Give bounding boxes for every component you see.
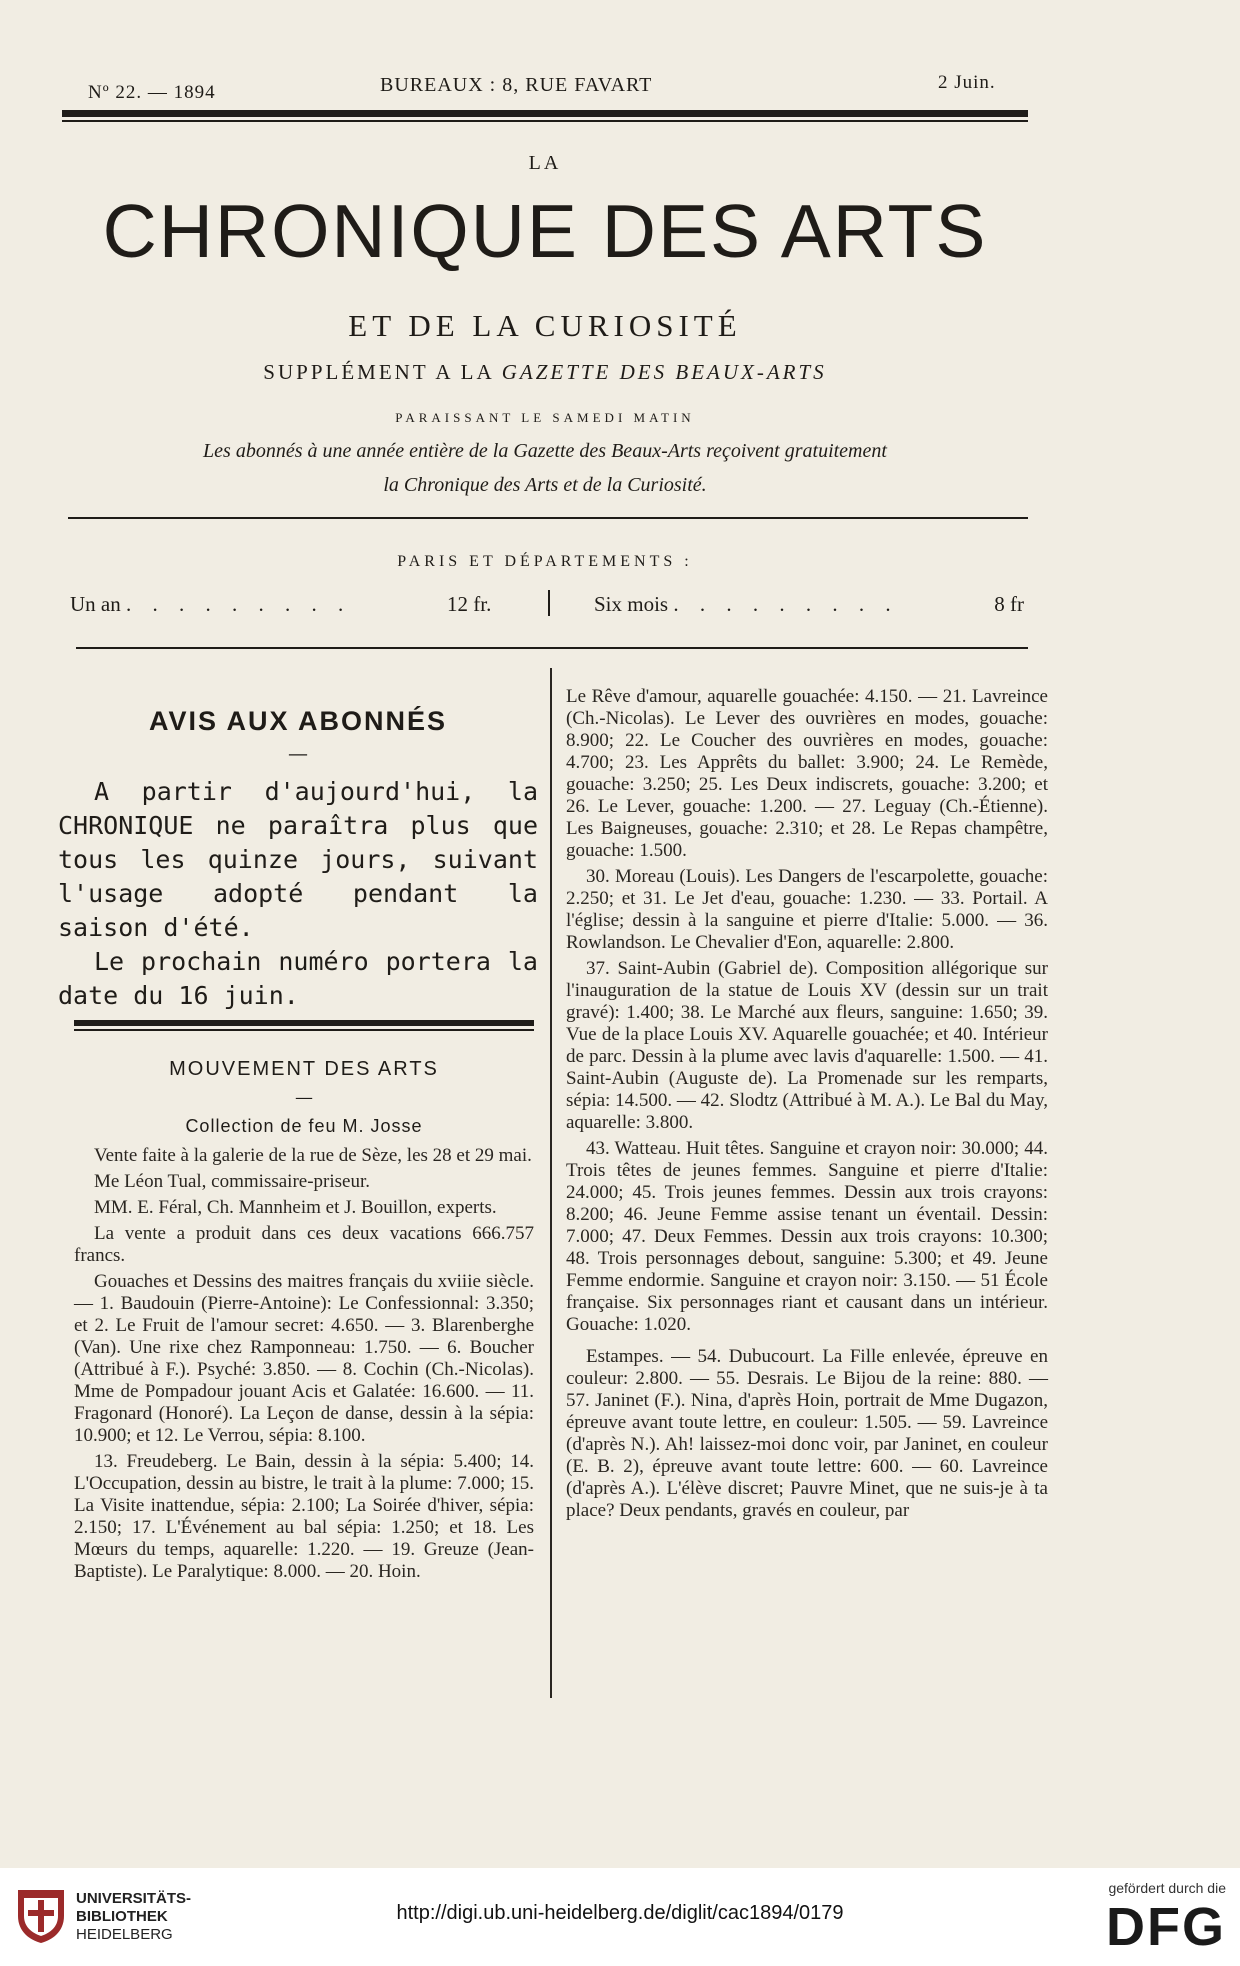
mouvement-section [74,1058,534,1587]
masthead-article: LA [528,152,562,174]
subscription-divider [548,590,550,616]
subscription-year [70,592,492,617]
uni-line-3: HEIDELBERG [76,1926,173,1943]
year-leader: . . . . . . . . . [126,592,352,616]
right-p5: Estampes. — 54. Dubucourt. La Fille enlevée, épreuve en couleur: 2.800. — 55. Desrais. Le Bijou de la reine: 880. — 57. Janinet (F.). Nina, d'après Hoin, portrait de Mme Dugazon, épreuve avant toute lettre, en couleur: 1.505. — 59. Lavreince (d'après N.). Ah! laissez-moi donc voir, par Janinet, en couleur (E. B. 2), épreuve avant toute lettre: 600. — 60. Lavreince (d'après A.). L'élève discret; Pauvre Minet, que ne suis-je à ta place? Deux pendants, gravés en couleur, par [566,1346,1048,1521]
supplement-gazette: GAZETTE DES BEAUX-ARTS [501,360,827,384]
mouvement-p4: La vente a produit dans ces deux vacations 666.757 francs. [74,1223,534,1266]
supplement-prefix: SUPPLÉMENT A LA [263,360,494,384]
mouvement-p3: MM. E. Féral, Ch. Mannheim et J. Bouillon, experts. [94,1197,497,1218]
digitization-footer [0,1868,1240,1966]
right-p4: 43. Watteau. Huit têtes. Sanguine et crayon noir: 30.000; 44. Trois têtes de jeunes femmes. Sanguine et pierre d'Italie: 24.000; 45. Trois jeunes femmes. Dessin aux trois crayons: 8.200; 46. Jeune Femme assise tenant un éventail. Dessin: 7.000; 47. Deux Femmes. Dessin aux trois crayons: 10.300; 48. Trois personnages debout, sanguine: 5.300; et 49. Jeune Femme endormie. Sanguine et crayon noir: 3.150. — 51 École française. Six personnages riant et causant dans un intérieur. Gouache: 1.020. [566,1138,1048,1335]
year-price: 12 fr. [447,592,492,616]
half-leader: . . . . . . . . . [673,592,899,616]
avis-body [58,775,538,1013]
avis-rule-thin [74,1029,534,1031]
publication-frequency: PARAISSANT LE SAMEDI MATIN [395,410,695,425]
right-p3: 37. Saint-Aubin (Gabriel de). Composition allégorique sur l'inauguration de la statue de Louis XV (dessin sur un trait gravé): 1.400; 38. Le Marché aux fleurs, sanguine: 1.650; 39. Vue de la place Louis XV. Aquarelle gouachée; et 40. Intérieur de parc. Dessin à la plume avec lavis d'aquarelle: 1.500. — 41. Saint-Aubin (Auguste de). La Promenade sur les remparts, sépia: 14.500. — 42. Slodtz (Attribué à M. A.). Le Bal du May, aquarelle: 3.800. [566,958,1048,1133]
right-p1: Le Rêve d'amour, aquarelle gouachée: 4.150. — 21. Lavreince (Ch.-Nicolas). Le Lever des ouvrières en modes, gouache: 8.900; 22. Le Coucher des ouvrières en modes, gouache: 4.700; 23. Les Apprêts du ballet: 3.900; 24. Le Remède, gouache: 3.250; 25. Les Deux indiscrets, gouache: 3.200; et 26. Le Lever, gouache: 1.200. — 27. Leguay (Ch.-Étienne). Les Baigneuses, gouache: 2.310; et 28. Le Repas champêtre, gouache: 1.500. [566,686,1048,861]
avis-paragraph-1: A partir d'aujourd'hui, la CHRONIQUE ne paraîtra plus que tous les quinze jours, suivant l'usage adopté pendant la saison d'été. [58,777,538,942]
supplement-line [62,360,1028,385]
mouvement-p5: Gouaches et Dessins des maitres français du xviiie siècle. — 1. Baudouin (Pierre-Antoine): Le Confessionnal: 3.350; et 2. Le Fruit de l'amour secret: 4.650. — 3. Blarenberghe (Van). Une rixe chez Ramponneau: 1.750. — 6. Boucher (Attribué à F.). Psyché: 3.850. — 8. Cochin (Ch.-Nicolas). Mme de Pompadour jouant Acis et Galatée: 16.600. — 11. Fragonard (Honoré). La Leçon de danse, dessin à la sépia: 10.900; et 12. Le Verrou, sépia: 8.100. [74,1271,534,1446]
notice-line-1: Les abonnés à une année entière de la Gazette des Beaux-Arts reçoivent gratuitement [203,440,887,462]
year-label: Un an [70,592,121,616]
mouvement-p6: 13. Freudeberg. Le Bain, dessin à la sépia: 5.400; 14. L'Occupation, dessin au bistre, le trait à la plume: 7.000; 15. La Visite inattendue, sépia: 2.100; La Soirée d'hiver, sépia: 2.150; 17. L'Événement au bal sépia: 1.250; et 18. Les Mœurs du temps, aquarelle: 1.220. — 19. Greuze (Jean-Baptiste). Le Paralytique: 8.000. — 20. Hoin. [74,1451,534,1582]
avis-paragraph-2: Le prochain numéro portera la date du 16 juin. [58,947,538,1010]
uni-line-2: BIBLIOTHEK [76,1908,168,1925]
avis-rule-thick [74,1020,534,1026]
mouvement-body [74,1145,534,1583]
masthead-rule [68,517,1028,519]
notice-line-2: la Chronique des Arts et de la Curiosité. [383,474,707,496]
avis-dash: — [288,741,308,765]
mouvement-dash: — [295,1087,313,1108]
uni-line-1: UNIVERSITÄTS- [76,1890,192,1907]
issue-number: Nº 22. — 1894 [88,82,216,103]
source-url[interactable]: http://digi.ub.uni-heidelberg.de/diglit/cac1894/0179 [396,1902,844,1924]
right-column [566,686,1048,1526]
dfg-logo: DFG [1106,1897,1226,1957]
mouvement-p1: Vente faite à la galerie de la rue de Sèze, les 28 et 29 mai. [94,1145,532,1166]
header-rule-thin [62,120,1028,122]
half-price: 8 fr [994,592,1024,616]
avis-title: AVIS AUX ABONNÉS [148,706,448,736]
funding-note: gefördert durch die [1108,1880,1226,1896]
masthead-title: CHRONIQUE DES ARTS [102,189,988,273]
issue-date: 2 Juin. [938,72,996,93]
subscription-heading: PARIS ET DÉPARTEMENTS : [397,553,693,570]
mouvement-title: MOUVEMENT DES ARTS [169,1058,439,1080]
subscription-half [594,592,1034,617]
half-label: Six mois [594,592,669,616]
header-rule-thick [62,110,1028,117]
office-address: BUREAUX : 8, RUE FAVART [380,74,653,96]
column-divider [550,668,552,1698]
left-column [58,706,538,1013]
subscription-rule [76,647,1028,649]
right-p2: 30. Moreau (Louis). Les Dangers de l'escarpolette, gouache: 2.250; et 31. Le Jet d'eau, gouache: 1.230. — 33. Portail. A l'église; dessin à la sanguine et pierre d'Italie: 5.000. — 36. Rowlandson. Le Chevalier d'Eon, aquarelle: 2.800. [566,866,1048,953]
masthead-subtitle: ET DE LA CURIOSITÉ [348,308,742,343]
mouvement-p2: Me Léon Tual, commissaire-priseur. [94,1171,370,1192]
collection-title: Collection de feu M. Josse [185,1116,423,1136]
